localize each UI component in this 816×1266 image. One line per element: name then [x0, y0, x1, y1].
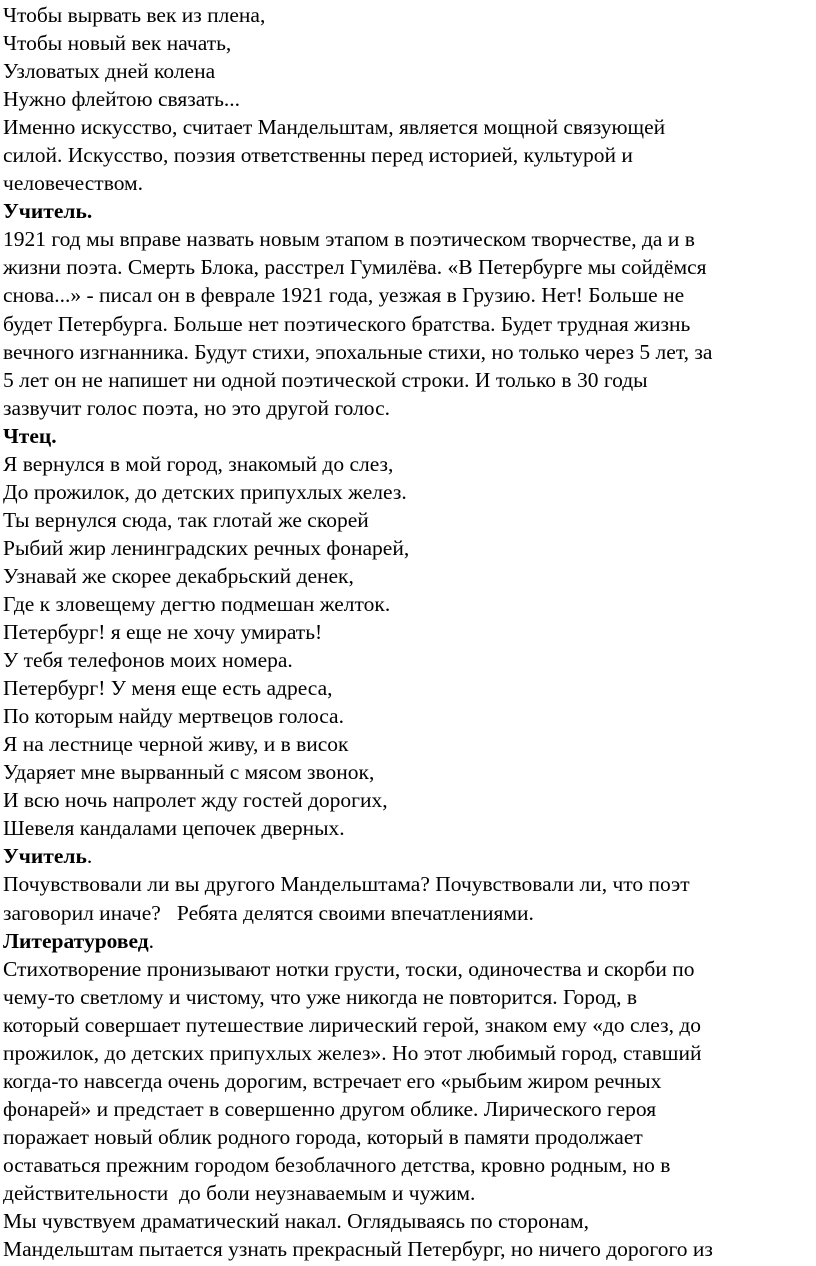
- speaker-heading: Учитель.: [3, 199, 93, 224]
- poem-line: Петербург! У меня еще есть адреса,: [3, 676, 333, 701]
- paragraph-line: Стихотворение пронизывают нотки грусти, тоски, одиночества и скорби по: [3, 956, 695, 981]
- poem-line: Шевеля кандалами цепочек дверных.: [3, 816, 345, 841]
- poem-line: Узловатых дней колена: [3, 59, 216, 84]
- poem-line: Узнавай же скорее декабрьский денек,: [3, 563, 354, 588]
- paragraph-line: оставаться прежним городом безоблачного детства, кровно родным, но в: [3, 1152, 671, 1177]
- paragraph-line: Почувствовали ли вы другого Мандельштама? Почувствовали ли, что поэт: [3, 872, 690, 897]
- paragraph-line: заговорил иначе? Ребята делятся своими впечатлениями.: [3, 900, 534, 925]
- paragraph-line: снова...» - писал он в феврале 1921 года, уезжая в Грузию. Нет! Больше не: [3, 283, 685, 308]
- speaker-heading: Чтец.: [3, 423, 57, 448]
- paragraph-line: Мы чувствуем драматический накал. Оглядываясь по сторонам,: [3, 1209, 589, 1234]
- speaker-heading: Литературовед: [3, 928, 149, 953]
- paragraph-line: человечеством.: [3, 171, 144, 196]
- paragraph-line: зазвучит голос поэта, но это другой голос.: [3, 395, 391, 420]
- paragraph-line: вечного изгнанника. Будут стихи, эпохальные стихи, но только через 5 лет, за: [3, 339, 713, 364]
- poem-line: Я вернулся в мой город, знакомый до слез,: [3, 451, 394, 476]
- paragraph-line: силой. Искусство, поэзия ответственны перед историей, культурой и: [3, 143, 633, 168]
- speaker-heading-row: [3, 842, 816, 870]
- paragraph-line: 1921 год мы вправе назвать новым этапом в поэтическом творчестве, да и в: [3, 227, 695, 252]
- poem-intro: [3, 1, 816, 113]
- teacher-section-2: [3, 842, 816, 926]
- paragraph-line: будет Петербурга. Больше нет поэтического братства. Будет трудная жизнь: [3, 311, 691, 336]
- poem-line: До прожилок, до детских припухлых желез.: [3, 479, 407, 504]
- teacher-section-1: [3, 197, 816, 421]
- paragraph-line: фонарей» и предстает в совершенно другом облике. Лирического героя: [3, 1096, 657, 1121]
- poem-line: Чтобы вырвать век из плена,: [3, 3, 266, 27]
- reader-section: [3, 422, 816, 843]
- poem-line: По которым найду мертвецов голоса.: [3, 704, 344, 729]
- paragraph-line: Именно искусство, считает Мандельштам, является мощной связующей: [3, 115, 666, 140]
- paragraph-line: который совершает путешествие лирический герой, знаком ему «до слез, до: [3, 1012, 702, 1037]
- paragraph-line: Мандельштам пытается узнать прекрасный Петербург, но ничего дорогого из: [3, 1237, 713, 1262]
- poem-line: У тебя телефонов моих номера.: [3, 648, 293, 673]
- paragraph-line: когда-то навсегда очень дорогим, встречает его «рыбьим жиром речных: [3, 1068, 662, 1093]
- poem-line: И всю ночь напролет жду гостей дорогих,: [3, 788, 388, 813]
- speaker-heading-row: [3, 927, 816, 955]
- poem-line: Нужно флейтою связать...: [3, 87, 241, 112]
- paragraph-line: чему-то светлому и чистому, что уже никогда не повторится. Город, в: [3, 984, 638, 1009]
- commentary-paragraph: [3, 113, 816, 197]
- poem-line: Ты вернулся сюда, так глотай же скорей: [3, 507, 369, 532]
- poem-line: Рыбий жир ленинградских речных фонарей,: [3, 535, 410, 560]
- paragraph-line: прожилок, до детских припухлых желез». Но этот любимый город, ставший: [3, 1040, 702, 1065]
- paragraph-line: действительности до боли неузнаваемым и чужим.: [3, 1180, 476, 1205]
- poem-line: Я на лестнице черной живу, и в висок: [3, 732, 349, 757]
- paragraph-line: жизни поэта. Смерть Блока, расстрел Гумилёва. «В Петербурге мы сойдёмся: [3, 255, 707, 280]
- poem-line: Чтобы новый век начать,: [3, 31, 232, 56]
- critic-section: [3, 927, 816, 1264]
- poem-line: Ударяет мне вырванный с мясом звонок,: [3, 760, 375, 785]
- poem-line: Где к зловещему дегтю подмешан желток.: [3, 591, 391, 616]
- paragraph-line: 5 лет он не напишет ни одной поэтической строки. И только в 30 годы: [3, 367, 648, 392]
- paragraph-line: поражает новый облик родного города, который в памяти продолжает: [3, 1124, 643, 1149]
- poem-line: Петербург! я еще не хочу умирать!: [3, 620, 323, 645]
- speaker-heading: Учитель: [3, 844, 87, 869]
- speaker-punct: .: [86, 844, 93, 869]
- speaker-punct: .: [148, 928, 154, 953]
